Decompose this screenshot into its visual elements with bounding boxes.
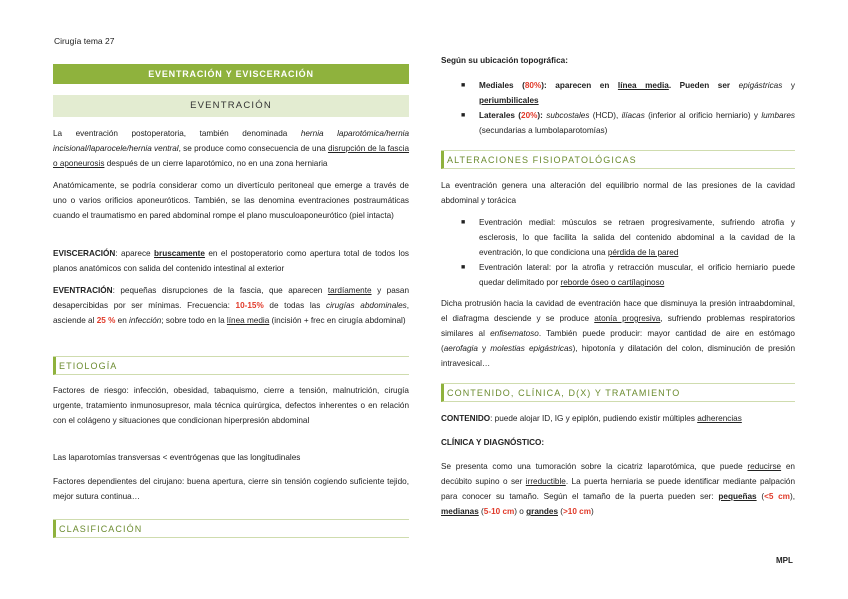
etiologia-heading: ETIOLOGÍA xyxy=(53,357,409,375)
clinica-heading: CLÍNICA Y DIAGNÓSTICO: xyxy=(441,438,545,447)
subtitle-banner: EVENTRACIÓN xyxy=(53,95,409,117)
alteraciones-heading: ALTERACIONES FISIOPATOLÓGICAS xyxy=(441,151,795,169)
contenido-paragraph: CONTENIDO: puede alojar ID, IG y epiplón, pudiendo existir múltiples adherencias xyxy=(441,414,742,423)
anatomy-paragraph: Anatómicamente, se podría considerar como un divertículo peritoneal que emerge a través de uno o varios orificios aponeuróticos. También, se las denomina eventraciones postraumáticas cuando el traumatismo en pared abdominal rompe el plano musculoaponeurótico (piel intacta) xyxy=(53,181,409,220)
clinica-paragraph: Se presenta como una tumoración sobre la cicatriz laparotómica, que puede reducirse en decúbito supino o ser irreductible. La puerta herniaria se puede identificar mediante palpación para conocer su tamaño. Según el tamaño de la puerta pueden ser: pequeñas (<5 cm), medianas (5-10 cm) o grandes (>10 cm) xyxy=(441,462,796,516)
laparotomy-paragraph: Las laparotomías transversas < eventrógenas que las longitudinales xyxy=(53,453,301,462)
eventracion-paragraph: EVENTRACIÓN: pequeñas disrupciones de la fascia, que aparecen tardíamente y pasan desapercibidas por ser mínimas. Frecuencia: 10-15% de todas las cirugías abdominales, asciende al 25 % en infección; sobre todo en la línea media (incisión + frec en cirugía abdominal) xyxy=(53,286,409,325)
page-footer: MPL xyxy=(776,556,793,565)
page-header: Cirugía tema 27 xyxy=(54,36,115,46)
clasificacion-heading: CLASIFICACIÓN xyxy=(53,520,409,538)
surgeon-factors-paragraph: Factores dependientes del cirujano: buena apertura, cierre sin tensión cogiendo suficiente tejido, mejor sutura continua… xyxy=(53,477,409,501)
list-item-mediales: ■ Mediales (80%): aparecen en línea media. Pueden ser epigástricas y periumbilicales xyxy=(441,78,795,108)
protrusion-paragraph: Dicha protrusión hacia la cavidad de eventración hace que disminuya la presión intraabdominal, el diafragma desciende y se produce atonía progresiva, sufriendo problemas respiratorios similares al enfisematoso. También puede producir: mayor cantidad de aire en estómago (aerofagia y molestias epigástricas), hipotonía y dilatación del colon, disminución de presión intravesical… xyxy=(441,299,796,368)
ubicacion-intro: Según su ubicación topográfica: xyxy=(441,56,568,65)
bullet-icon: ■ xyxy=(461,219,466,226)
bullet-icon: ■ xyxy=(461,264,466,271)
ubicacion-list xyxy=(441,78,795,138)
evisceracion-paragraph: EVISCERACIÓN: aparece bruscamente en el postoperatorio como apertura total de todos los planos anatómicos con salida del contenido intestinal al exterior xyxy=(53,249,409,273)
intro-paragraph: La eventración postoperatoria, también denominada hernia laparotómica/hernia incisional/laparocele/hernia ventral, se produce como consecuencia de una disrupción de la fascia o aponeurosis después de un cierre laparotómico, no en una zona herniaria xyxy=(53,129,409,168)
bullet-icon: ■ xyxy=(461,82,466,89)
eventracion-types-list xyxy=(441,215,795,290)
bullet-icon: ■ xyxy=(461,112,466,119)
contenido-heading: CONTENIDO, CLÍNICA, D(X) Y TRATAMIENTO xyxy=(441,384,795,402)
main-title-banner: EVENTRACIÓN Y EVISCERACIÓN xyxy=(53,64,409,84)
list-item-eventracion-lateral: ■ Eventración lateral: por la atrofia y retracción muscular, el orificio herniario puede quedar delimitado por reborde óseo o cartílaginoso xyxy=(441,260,795,290)
list-item-laterales: ■ Laterales (20%): subcostales (HCD), ilíacas (inferior al orificio herniario) y lumbares (secundarias a lumbolaparotomías) xyxy=(441,108,795,138)
risk-factors-paragraph: Factores de riesgo: infección, obesidad, tabaquismo, cierre a tensión, malnutrición, cirugía urgente, tratamiento inmunosupresor, mala técnica quirúrgica, defectos inherentes o en relación con el colágeno y situaciones que condicionan hiperpresión abdominal xyxy=(53,386,409,425)
list-item-eventracion-medial: ■ Eventración medial: músculos se retraen progresivamente, sufriendo atrofia y esclerosis, lo que facilita la salida del contenido abdominal a la cavidad de la eventración, lo que condiciona una pérdida de la pared xyxy=(441,215,795,260)
alteraciones-intro: La eventración genera una alteración del equilibrio normal de las presiones de la cavidad abdominal y torácica xyxy=(441,181,795,205)
